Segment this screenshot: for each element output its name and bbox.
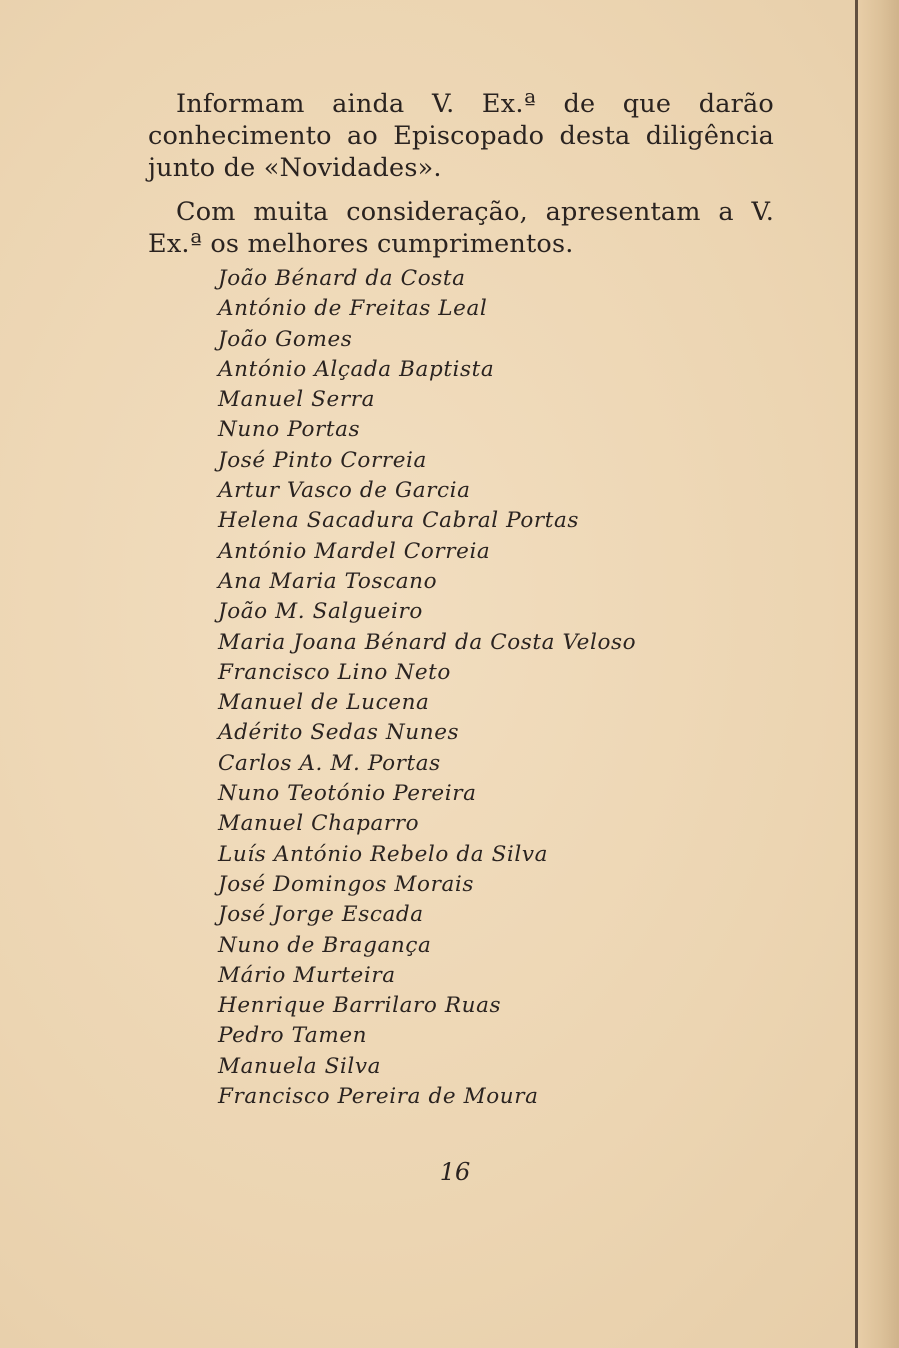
signatory: Nuno Portas: [218, 417, 361, 443]
signatory: Francisco Pereira de Moura: [218, 1084, 539, 1110]
signatory: António Mardel Correia: [218, 538, 491, 564]
paragraph-notice: Informam ainda V. Ex.ª de que darão conhecimento ao Episcopado desta diligência junto de «Novidades».: [148, 88, 774, 183]
signatory: Francisco Lino Neto: [218, 659, 451, 685]
signatory: José Domingos Morais: [218, 871, 474, 897]
signatory: Henrique Barrilaro Ruas: [218, 993, 502, 1019]
signatory: Artur Vasco de Garcia: [218, 478, 471, 504]
signatory: João Gomes: [218, 326, 353, 352]
signatory: João M. Salgueiro: [218, 599, 423, 625]
signatory: Manuela Silva: [218, 1053, 382, 1079]
signatory: João Bénard da Costa: [218, 266, 466, 291]
signatory: António de Freitas Leal: [218, 296, 488, 322]
signatory: Mário Murteira: [218, 962, 396, 988]
signatory: Carlos A. M. Portas: [218, 750, 441, 776]
signatories-list: [218, 264, 778, 1112]
signatory: António Alçada Baptista: [218, 356, 495, 382]
signatory: Adérito Sedas Nunes: [218, 720, 460, 746]
signatory: Helena Sacadura Cabral Portas: [218, 508, 580, 534]
signatory: José Pinto Correia: [218, 447, 427, 473]
signatory: Manuel de Lucena: [218, 690, 430, 716]
signatory: Pedro Tamen: [218, 1023, 368, 1049]
binding-line: [855, 0, 858, 1348]
signatory: Nuno Teotónio Pereira: [218, 781, 477, 807]
page-number: 16: [439, 1158, 471, 1186]
signatory: Ana Maria Toscano: [218, 568, 438, 594]
signatory: Manuel Serra: [218, 387, 375, 413]
page-edge: [855, 0, 899, 1348]
paragraph-closing: Com muita consideração, apresentam a V. Ex.ª os melhores cumprimentos.: [148, 196, 774, 259]
signatory: Maria Joana Bénard da Costa Veloso: [218, 629, 637, 655]
signatory: Luís António Rebelo da Silva: [218, 841, 549, 867]
signatory: José Jorge Escada: [218, 902, 424, 928]
signatory: Nuno de Bragança: [218, 932, 432, 958]
signatory: Manuel Chaparro: [218, 811, 420, 837]
